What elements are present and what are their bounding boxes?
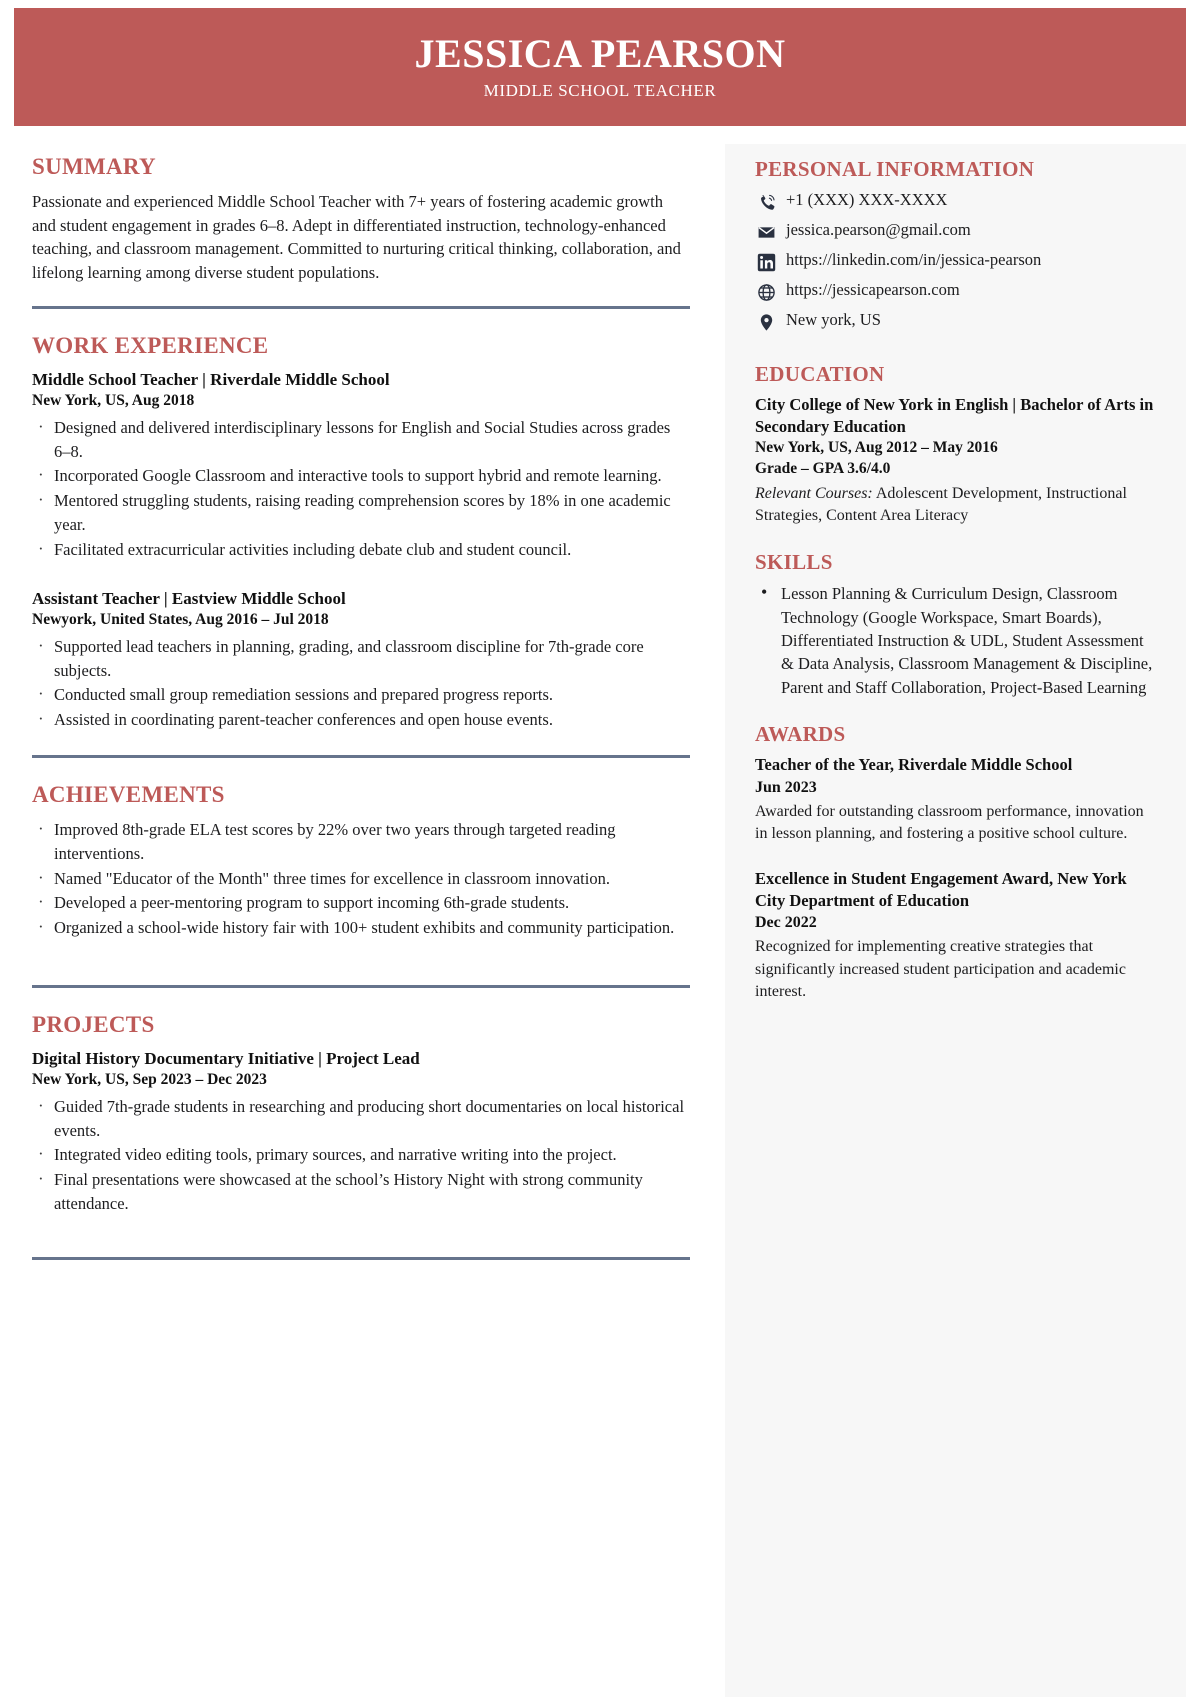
spacer [755,846,1159,868]
section-divider [32,1257,690,1260]
work-entry-title: Middle School Teacher | Riverdale Middle School [32,370,390,390]
spacer [32,1217,690,1257]
work-entry [32,588,690,732]
spacer [755,527,1159,551]
education-entry-location-dates: New York, US, Aug 2012 – May 2016 [755,439,998,457]
spacer [32,562,690,588]
skills-list [755,582,1159,699]
globe-icon [755,281,777,303]
section-summary [32,154,690,284]
contact-item-linkedin[interactable] [755,249,1159,273]
bullet-item: · Mentored struggling students, raising reading comprehension scores by 18% in one academic year. [32,489,690,537]
work-entry-title: Assistant Teacher | Eastview Middle School [32,589,346,609]
header-banner [14,8,1186,126]
phone-icon [755,191,777,213]
bullet-item: · Developed a peer-mentoring program to support incoming 6th-grade students. [32,891,690,915]
project-entry [32,1048,690,1215]
spacer [32,758,690,782]
contact-value-linkedin: https://linkedin.com/in/jessica-pearson [786,250,1042,270]
education-heading: EDUCATION [755,362,885,387]
work-entry-bullets [32,416,690,562]
bullet-item: · Supported lead teachers in planning, grading, and classroom discipline for 7th-grade core subjects. [32,635,690,683]
spacer [32,309,690,333]
spacer [32,284,690,306]
work-entry-bullets [32,635,690,732]
bullet-item: · Final presentations were showcased at the school’s History Night with strong community attendance. [32,1168,690,1216]
award-entry-title: Teacher of the Year, Riverdale Middle School [755,755,1073,775]
bullet-item: · Designed and delivered interdisciplinary lessons for English and Social Studies across grades 6–8. [32,416,690,464]
section-achievements [32,782,690,940]
section-skills [755,551,1159,699]
contact-item-location[interactable] [755,309,1159,333]
work-experience-heading: WORK EXPERIENCE [32,332,269,358]
bullet-item: · Named "Educator of the Month" three times for excellence in classroom innovation. [32,867,690,891]
bullet-item: · Integrated video editing tools, primary sources, and narrative writing into the project. [32,1143,690,1167]
award-entry-title: Excellence in Student Engagement Award, New York City Department of Education [755,868,1127,910]
section-personal-information [755,158,1159,333]
spacer [755,699,1159,723]
main-column [32,154,690,1260]
spacer [32,733,690,755]
awards-heading: AWARDS [755,722,846,747]
achievements-heading: ACHIEVEMENTS [32,781,225,807]
personal-information-heading: PERSONAL INFORMATION [755,157,1035,181]
relevant-courses-value: Adolescent Development, Instructional Strategies, Content Area Literacy [755,484,1127,525]
contact-value-website: https://jessicapearson.com [786,280,960,300]
contact-item-email[interactable] [755,219,1159,243]
spacer [32,988,690,1012]
education-entry-title: City College of New York in English | Bachelor of Arts in Secondary Education [755,395,1154,437]
projects-heading: PROJECTS [32,1011,155,1037]
skills-heading: SKILLS [755,550,833,575]
bullet-item: · Organized a school-wide history fair with 100+ student exhibits and community participation. [32,916,690,940]
work-entry-meta: New York, US, Aug 2018 [32,392,195,410]
project-entry-bullets [32,1095,690,1216]
contact-item-website[interactable] [755,279,1159,303]
section-awards [755,723,1159,1003]
work-entry [32,369,690,561]
contact-item-phone[interactable] [755,189,1159,213]
section-education [755,363,1159,527]
skill-item: • Lesson Planning & Curriculum Design, Classroom Technology (Google Workspace, Smart Boards), Differentiated Instruction & UDL, Student Assessment & Data Analysis, Classroom Management & Discipline, Parent and Staff Collaboration, Project-Based Learning [755,582,1159,699]
summary-heading: SUMMARY [32,154,156,179]
project-entry-title: Digital History Documentary Initiative | Project Lead [32,1049,420,1069]
bullet-item: · Incorporated Google Classroom and interactive tools to support hybrid and remote learning. [32,464,690,488]
education-entry-grade: Grade – GPA 3.6/4.0 [755,460,891,478]
relevant-courses-label: Relevant Courses: [755,484,873,502]
resume-body [0,126,1200,1697]
bullet-item: · Improved 8th-grade ELA test scores by 22% over two years through targeted reading interventions. [32,818,690,866]
award-entry-description: Recognized for implementing creative strategies that significantly increased student participation and academic interest. [755,938,1126,1001]
section-projects [32,1012,690,1216]
spacer [755,339,1159,363]
bullet-item: · Conducted small group remediation sessions and prepared progress reports. [32,683,690,707]
award-entry-date: Jun 2023 [755,778,817,796]
contact-value-email: jessica.pearson@gmail.com [786,220,971,240]
bullet-item: · Assisted in coordinating parent-teacher conferences and open house events. [32,708,690,732]
bullet-item: · Guided 7th-grade students in researching and producing short documentaries on local historical events. [32,1095,690,1143]
work-entry-meta: Newyork, United States, Aug 2016 – Jul 2018 [32,611,329,629]
award-entry-description: Awarded for outstanding classroom performance, innovation in lesson planning, and fostering a positive school culture. [755,802,1144,843]
contact-list [755,189,1159,333]
spacer [32,941,690,985]
award-entry [755,868,1159,1004]
sidebar-column [755,158,1159,1004]
award-entry-date: Dec 2022 [755,913,817,931]
section-work-experience [32,333,690,732]
summary-text: Passionate and experienced Middle School Teacher with 7+ years of fostering academic growth and student engagement in grades 6–8. Adept in differentiated instruction, technology-enhanced teaching, and classroom management. Committed to nurturing critical thinking, collaboration, and lifelong learning among diverse student populations. [32,192,681,282]
achievements-bullets [32,818,690,940]
candidate-role: MIDDLE SCHOOL TEACHER [483,81,717,100]
education-relevant-courses [755,483,1159,527]
candidate-name: JESSICA PEARSON [414,31,786,76]
linkedin-icon [755,251,777,273]
email-icon [755,221,777,243]
bullet-item: · Facilitated extracurricular activities including debate club and student council. [32,538,690,562]
contact-value-location: New york, US [786,310,881,330]
education-entry [755,394,1159,527]
location-pin-icon [755,311,777,333]
contact-value-phone: +1 (XXX) XXX-XXXX [786,190,948,210]
award-entry [755,754,1159,845]
project-entry-meta: New York, US, Sep 2023 – Dec 2023 [32,1071,267,1089]
